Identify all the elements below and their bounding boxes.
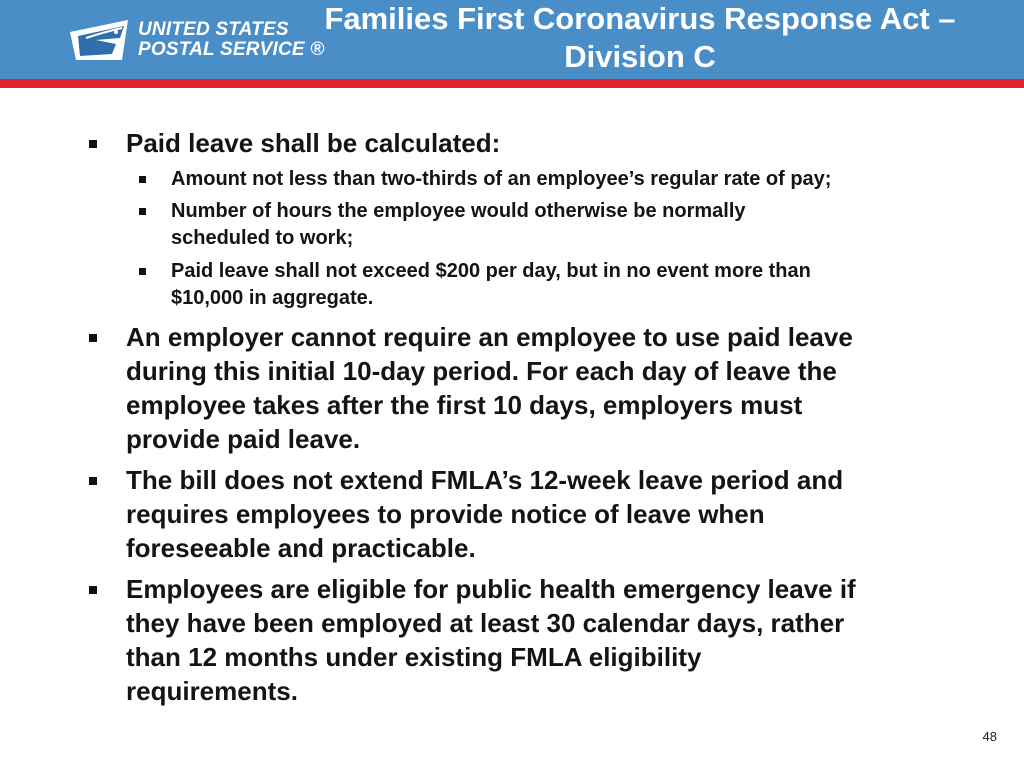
logo-text-line-1: UNITED STATES [138,19,289,40]
square-bullet-icon [89,140,97,148]
sub-bullet-text [171,198,951,252]
header-accent-stripe [0,79,1024,88]
bullet-text-line: Paid leave shall be calculated: [126,128,501,158]
bullet-text-line: The bill does not extend FMLA’s 12-week leave period and [126,465,844,495]
square-bullet-icon [89,586,97,594]
bullet-text-line: than 12 months under existing FMLA eligibility [126,642,702,672]
bullet-text-line: An employer cannot require an employee to use paid leave [126,322,853,352]
square-bullet-icon [89,334,97,342]
sub-bullet-text-line: Paid leave shall not exceed $200 per day, but in no event more than [171,260,811,282]
bullet-text-line: employee takes after the first 10 days, employers must [126,390,803,420]
bullet-text-line: requires employees to provide notice of leave when [126,499,765,529]
bullet-text-line: foreseeable and practicable. [126,533,476,563]
slide-header [0,0,1024,79]
bullet-text-line: provide paid leave. [126,424,361,454]
bullet-text-line: during this initial 10-day period. For each day of leave the [126,356,837,386]
bullet-text [126,320,946,456]
bullet-text-line: requirements. [126,676,298,706]
square-bullet-icon [139,208,146,215]
bullet-text [126,572,946,708]
sub-bullet-text [171,166,951,193]
sub-bullet-text-line: Number of hours the employee would otherwise be normally [171,200,746,222]
sub-bullet-text [171,258,951,312]
sub-bullet-text-line: scheduled to work; [171,227,354,249]
bullet-text-line: they have been employed at least 30 calendar days, rather [126,608,845,638]
bullet-text [126,463,946,565]
logo-text-line-2: POSTAL SERVICE ® [138,39,325,60]
slide-title-line-2: Division C [564,39,716,74]
sub-bullet-text-line: Amount not less than two-thirds of an employee’s regular rate of pay; [171,168,832,190]
bullet-text [126,126,946,160]
slide-title [280,0,1000,76]
eagle-logo-icon [66,14,134,64]
slide-title-line-1: Families First Coronavirus Response Act – [324,1,956,36]
page-number: 48 [982,729,997,744]
bullet-text-line: Employees are eligible for public health emergency leave if [126,574,856,604]
sub-bullet-text-line: $10,000 in aggregate. [171,287,374,309]
square-bullet-icon [139,176,146,183]
square-bullet-icon [139,268,146,275]
square-bullet-icon [89,477,97,485]
